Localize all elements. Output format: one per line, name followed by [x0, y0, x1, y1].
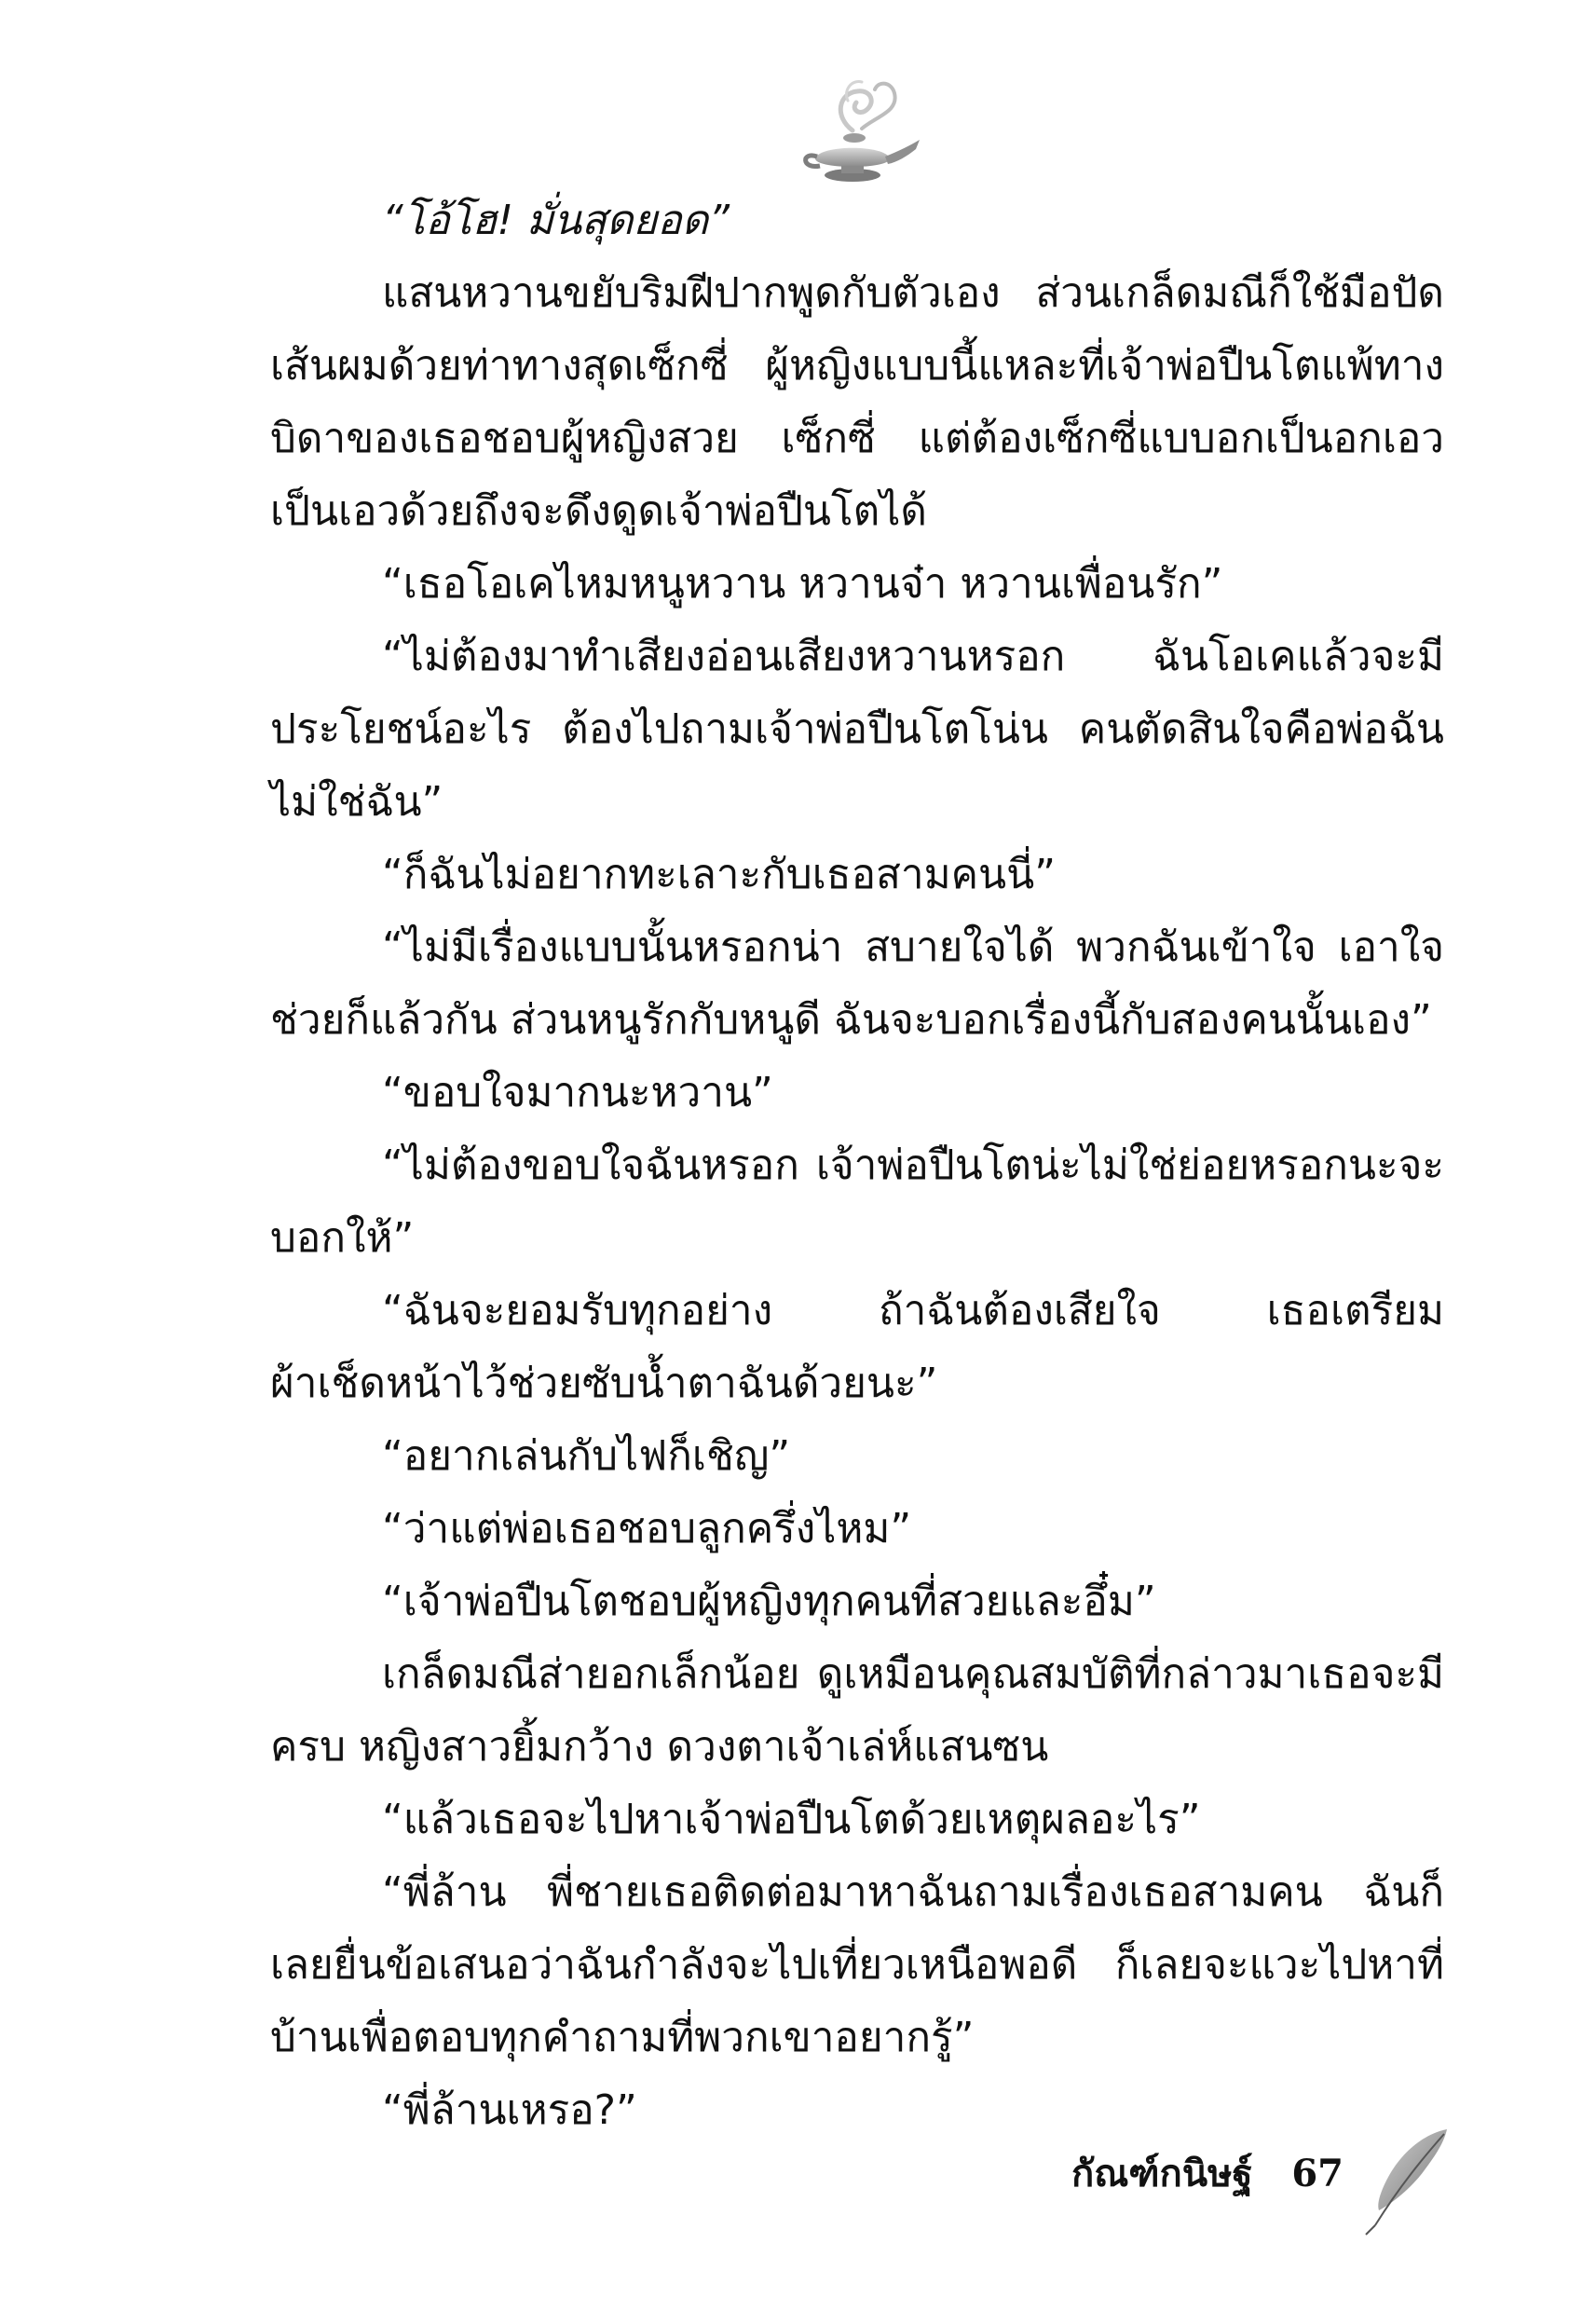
paragraph: “ฉันจะยอมรับทุกอย่าง ถ้าฉันต้องเสียใจ เธอเตรียมผ้าเช็ดหน้าไว้ช่วยซับน้ำตาฉันด้วยนะ”	[270, 1287, 1444, 1407]
paragraph: “พี่ล้านเหรอ?”	[382, 2086, 637, 2134]
paragraph: “พี่ล้าน พี่ชายเธอติดต่อมาหาฉันถามเรื่องเธอสามคน ฉันก็เลยยื่นข้อเสนอว่าฉันกำลังจะไปเที่ยวเหนือพอดี ก็เลยจะแวะไปหาที่บ้านเพื่อตอบทุกคำถามที่พวกเขาอยากรู้”	[270, 1868, 1444, 2061]
paragraph: “เธอโอเคไหมหนูหวาน หวานจ๋า หวานเพื่อนรัก”	[382, 560, 1223, 608]
paragraph: “ไม่ต้องขอบใจฉันหรอก เจ้าพ่อปืนโตน่ะไม่ใช่ย่อยหรอกนะจะบอกให้”	[270, 1142, 1444, 1262]
paragraph: “อยากเล่นกับไฟก็เชิญ”	[382, 1432, 791, 1480]
paragraph: “โอ้โฮ! มั่นสุดยอด”	[382, 197, 730, 244]
paragraph: “ไม่ต้องมาทำเสียงอ่อนเสียงหวานหรอก ฉันโอเคแล้วจะมีประโยชน์อะไร ต้องไปถามเจ้าพ่อปืนโตโน่น คนตัดสินใจคือพ่อฉันไม่ใช่ฉัน”	[270, 633, 1444, 826]
paragraph: “แล้วเธอจะไปหาเจ้าพ่อปืนโตด้วยเหตุผลอะไร”	[382, 1796, 1201, 1843]
paragraph: “ไม่มีเรื่องแบบนั้นหรอกน่า สบายใจได้ พวกฉันเข้าใจ เอาใจช่วยก็แล้วกัน ส่วนหนูรักกับหนูดี ฉันจะบอกเรื่องนี้กับสองคนนั้นเอง”	[270, 923, 1444, 1044]
footer-label	[1071, 2143, 1344, 2203]
paragraph: “ขอบใจมากนะหวาน”	[382, 1069, 773, 1116]
paragraph: “เจ้าพ่อปืนโตชอบผู้หญิงทุกคนที่สวยและอึ๋ม”	[382, 1578, 1156, 1625]
paragraph: เกล็ดมณีส่ายอกเล็กน้อย ดูเหมือนคุณสมบัติที่กล่าวมาเธอจะมีครบ หญิงสาวยิ้มกว้าง ดวงตาเจ้าเล่ห์แสนซน	[270, 1650, 1444, 1771]
paragraph: แสนหวานขยับริมฝีปากพูดกับตัวเอง ส่วนเกล็ดมณีก็ใช้มือปัดเส้นผมด้วยท่าทางสุดเซ็กซี่ ผู้หญิงแบบนี้แหละที่เจ้าพ่อปืนโตแพ้ทาง บิดาของเธอชอบผู้หญิงสวย เซ็กซี่ แต่ต้องเซ็กซี่แบบอกเป็นอกเอวเป็นเอวด้วยถึงจะดึงดูดเจ้าพ่อปืนโตได้	[270, 269, 1444, 535]
paragraph: “ว่าแต่พ่อเธอชอบลูกครึ่งไหม”	[382, 1505, 912, 1552]
paragraph: “ก็ฉันไม่อยากทะเลาะกับเธอสามคนนี่”	[382, 851, 1056, 898]
page-footer	[1062, 2125, 1453, 2246]
book-title: กัณฑ์กนิษฐ์	[1071, 2152, 1253, 2195]
page-number: 67	[1291, 2152, 1344, 2195]
body-text	[270, 185, 1444, 2147]
feather-icon	[1358, 2125, 1452, 2236]
